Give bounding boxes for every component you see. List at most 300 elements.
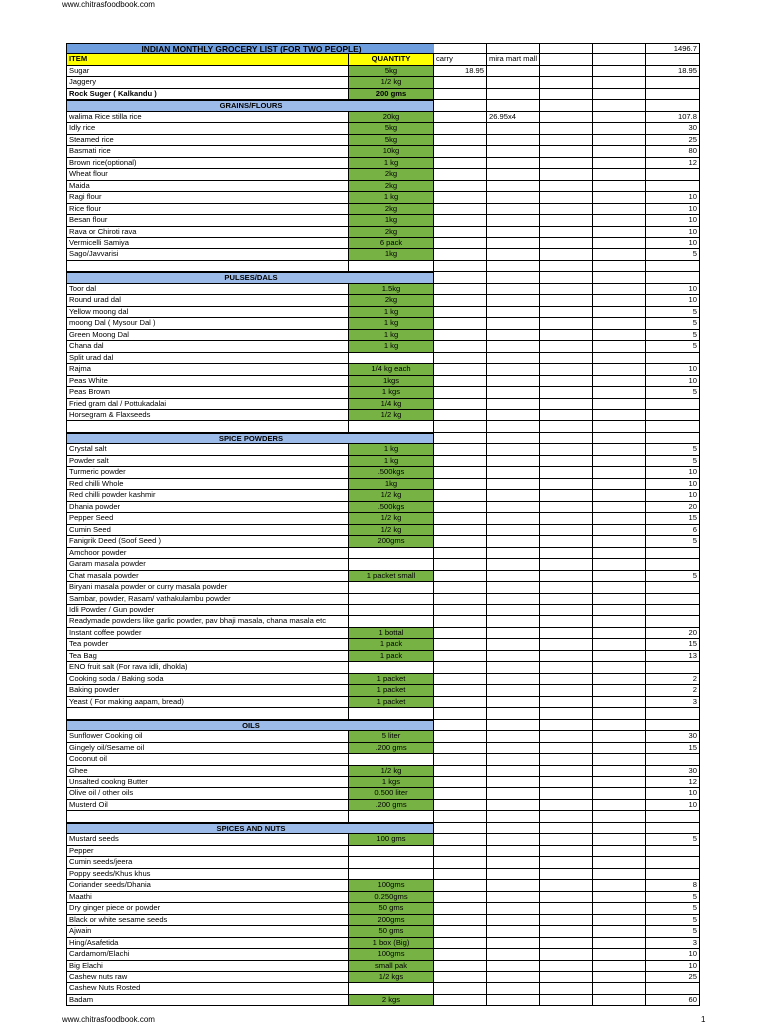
total-cell: 15 [646, 743, 700, 753]
table-row [66, 754, 700, 765]
table-title: INDIAN MONTHLY GROCERY LIST (FOR TWO PEOPLE) [66, 43, 434, 53]
quantity-cell: 1kg [348, 479, 434, 489]
total-cell [646, 582, 700, 592]
total-cell: 5 [646, 456, 700, 466]
mira-mart-price-cell [487, 869, 540, 879]
mira-mart-price-cell [487, 536, 540, 546]
total-cell: 5 [646, 834, 700, 844]
total-cell [646, 811, 700, 821]
table-row [66, 559, 700, 570]
item-cell: Peas Brown [66, 387, 348, 397]
quantity-cell: 5kg [348, 123, 434, 133]
carry-price-cell [434, 594, 487, 604]
total-cell [646, 983, 700, 993]
carry-price-cell [434, 628, 487, 638]
quantity-cell: 1 packet [348, 685, 434, 695]
table-row [66, 204, 700, 215]
section-title: SPICES AND NUTS [66, 823, 434, 833]
total-cell: 107.8 [646, 112, 700, 122]
mira-mart-price-cell [487, 135, 540, 145]
item-column-header: ITEM [66, 54, 348, 64]
mira-mart-price-cell [487, 915, 540, 925]
mira-mart-price-cell [487, 387, 540, 397]
item-cell: Besan flour [66, 215, 348, 225]
item-cell: Tea powder [66, 639, 348, 649]
mira-mart-price-cell [487, 89, 540, 99]
total-cell: 10 [646, 364, 700, 374]
carry-price-cell [434, 708, 487, 718]
table-row [66, 146, 700, 157]
mira-mart-price-cell [487, 502, 540, 512]
table-row [66, 307, 700, 318]
carry-price-cell [434, 846, 487, 856]
mira-mart-price-cell [487, 880, 540, 890]
mira-mart-price-cell [487, 628, 540, 638]
carry-price-cell [434, 307, 487, 317]
mira-mart-price-cell [487, 903, 540, 913]
quantity-cell: 1 packet small [348, 571, 434, 581]
table-row [66, 181, 700, 192]
quantity-cell: .500kgs [348, 502, 434, 512]
carry-price-cell [434, 961, 487, 971]
total-cell [646, 869, 700, 879]
table-row [66, 295, 700, 306]
blank-row [66, 421, 700, 432]
total-cell: 80 [646, 146, 700, 156]
table-row [66, 685, 700, 696]
section-header-row [66, 272, 700, 283]
quantity-cell: 1/2 kgs [348, 972, 434, 982]
mira-mart-price-cell [487, 892, 540, 902]
carry-price-cell [434, 249, 487, 259]
total-cell [646, 594, 700, 604]
total-cell: 10 [646, 238, 700, 248]
table-row [66, 949, 700, 960]
carry-price-cell [434, 479, 487, 489]
section-header-row [66, 720, 700, 731]
table-row [66, 227, 700, 238]
carry-price-cell [434, 972, 487, 982]
mira-mart-price-cell [487, 605, 540, 615]
total-cell [646, 708, 700, 718]
total-cell: 10 [646, 376, 700, 386]
carry-price-cell [434, 548, 487, 558]
carry-price-cell [434, 938, 487, 948]
table-row [66, 135, 700, 146]
quantity-cell: 1/2 kg [348, 525, 434, 535]
item-cell: Green Moong Dal [66, 330, 348, 340]
quantity-cell: 1 kg [348, 456, 434, 466]
carry-price-cell [434, 502, 487, 512]
quantity-cell [348, 616, 434, 626]
table-row [66, 594, 700, 605]
mira-mart-price-cell [487, 158, 540, 168]
quantity-cell: 1/2 kg [348, 410, 434, 420]
carry-price-cell [434, 788, 487, 798]
mira-mart-price-cell [487, 571, 540, 581]
item-cell: Black or white sesame seeds [66, 915, 348, 925]
carry-price-cell [434, 915, 487, 925]
table-row [66, 77, 700, 88]
carry-price-cell [434, 903, 487, 913]
carry-price-cell [434, 204, 487, 214]
item-cell: Baking powder [66, 685, 348, 695]
carry-price-cell [434, 192, 487, 202]
table-row [66, 800, 700, 811]
carry-price-cell [434, 410, 487, 420]
total-cell [646, 353, 700, 363]
item-cell: Gingely oil/Sesame oil [66, 743, 348, 753]
carry-price-cell [434, 582, 487, 592]
carry-price-cell [434, 777, 487, 787]
mira-mart-price-cell [487, 456, 540, 466]
mira-mart-price-cell [487, 811, 540, 821]
table-row [66, 834, 700, 845]
mira-mart-price-cell [487, 66, 540, 76]
table-row [66, 995, 700, 1006]
table-row [66, 605, 700, 616]
quantity-cell [348, 548, 434, 558]
total-cell: 12 [646, 777, 700, 787]
mira-mart-price-cell [487, 467, 540, 477]
table-row [66, 513, 700, 524]
carry-price-cell [434, 227, 487, 237]
carry-price-cell [434, 662, 487, 672]
total-cell: 5 [646, 915, 700, 925]
quantity-cell: .200 gms [348, 800, 434, 810]
quantity-cell: 100gms [348, 880, 434, 890]
quantity-cell: 1 packet [348, 674, 434, 684]
carry-price-cell [434, 811, 487, 821]
carry-price-cell [434, 983, 487, 993]
carry-price-cell [434, 112, 487, 122]
quantity-cell [348, 582, 434, 592]
mira-mart-price-cell [487, 249, 540, 259]
carry-price-cell [434, 697, 487, 707]
mira-mart-price-cell [487, 353, 540, 363]
mira-mart-price-cell [487, 295, 540, 305]
total-cell [646, 754, 700, 764]
total-cell: 15 [646, 639, 700, 649]
table-row [66, 341, 700, 352]
table-row [66, 983, 700, 994]
quantity-cell: 50 gms [348, 926, 434, 936]
mira-mart-price-cell [487, 284, 540, 294]
item-cell: Fanigrik Deed (Soof Seed ) [66, 536, 348, 546]
total-cell: 5 [646, 903, 700, 913]
item-cell: Coriander seeds/Dhania [66, 880, 348, 890]
item-cell [66, 708, 348, 718]
quantity-cell: 50 gms [348, 903, 434, 913]
mira-mart-price-cell [487, 651, 540, 661]
item-cell: Crystal salt [66, 444, 348, 454]
total-cell: 5 [646, 892, 700, 902]
carry-price-cell [434, 754, 487, 764]
quantity-cell: 200gms [348, 915, 434, 925]
quantity-cell [348, 754, 434, 764]
mira-mart-price-cell [487, 318, 540, 328]
carry-price-cell [434, 238, 487, 248]
mira-mart-price-cell [487, 674, 540, 684]
mira-mart-price-cell [487, 743, 540, 753]
mira-mart-price-cell [487, 961, 540, 971]
mira-mart-price-cell [487, 559, 540, 569]
total-cell: 20 [646, 502, 700, 512]
table-row [66, 662, 700, 673]
table-row [66, 972, 700, 983]
carry-price-cell [434, 513, 487, 523]
total-cell [646, 846, 700, 856]
table-row [66, 857, 700, 868]
carry-price-cell [434, 353, 487, 363]
item-cell: Cashew nuts raw [66, 972, 348, 982]
quantity-cell: 10kg [348, 146, 434, 156]
total-cell: 10 [646, 295, 700, 305]
mira-mart-price-cell [487, 525, 540, 535]
table-row [66, 353, 700, 364]
total-cell: 10 [646, 227, 700, 237]
quantity-cell: 1 kg [348, 330, 434, 340]
table-row [66, 926, 700, 937]
total-cell: 10 [646, 961, 700, 971]
mira-mart-price-cell [487, 857, 540, 867]
mira-mart-price-cell [487, 777, 540, 787]
quantity-cell: 1kg [348, 215, 434, 225]
mira-mart-price-cell [487, 662, 540, 672]
total-cell [646, 662, 700, 672]
item-cell: Instant coffee powder [66, 628, 348, 638]
item-cell: Yellow moong dal [66, 307, 348, 317]
mira-mart-price-cell [487, 307, 540, 317]
quantity-cell: 1kg [348, 249, 434, 259]
total-cell: 5 [646, 249, 700, 259]
mira-mart-price-cell [487, 846, 540, 856]
total-cell: 10 [646, 949, 700, 959]
blank-row [66, 261, 700, 272]
carry-price-cell [434, 731, 487, 741]
total-cell [646, 77, 700, 87]
table-row [66, 330, 700, 341]
table-row [66, 112, 700, 123]
carry-price-cell [434, 215, 487, 225]
mira-mart-price-cell [487, 800, 540, 810]
item-cell: Garam masala powder [66, 559, 348, 569]
item-cell: Coconut oil [66, 754, 348, 764]
carry-price-cell [434, 834, 487, 844]
carry-price-cell [434, 181, 487, 191]
mira-mart-price-cell [487, 766, 540, 776]
table-row [66, 788, 700, 799]
table-row [66, 869, 700, 880]
item-cell: Sago/Javvarisi [66, 249, 348, 259]
item-cell: Poppy seeds/Khus khus [66, 869, 348, 879]
quantity-cell [348, 605, 434, 615]
quantity-cell: 2kg [348, 181, 434, 191]
table-row [66, 639, 700, 650]
item-cell: Rajma [66, 364, 348, 374]
item-cell: Mustard seeds [66, 834, 348, 844]
table-row [66, 249, 700, 260]
table-row [66, 502, 700, 513]
item-cell: Maathi [66, 892, 348, 902]
mira-mart-price-cell [487, 341, 540, 351]
quantity-cell: 1 kg [348, 341, 434, 351]
quantity-cell: .500kgs [348, 467, 434, 477]
quantity-cell: 1/2 kg [348, 77, 434, 87]
carry-price-cell [434, 364, 487, 374]
mira-mart-price-cell [487, 77, 540, 87]
item-cell: Idly rice [66, 123, 348, 133]
carry-price-cell [434, 284, 487, 294]
total-cell: 30 [646, 766, 700, 776]
item-cell: Cardamom/Elachi [66, 949, 348, 959]
carry-price-cell [434, 766, 487, 776]
item-cell: Pepper [66, 846, 348, 856]
table-row [66, 123, 700, 134]
carry-price-cell [434, 77, 487, 87]
carry-price-cell [434, 685, 487, 695]
mira-mart-price-cell [487, 582, 540, 592]
quantity-cell [348, 857, 434, 867]
quantity-cell: 2kg [348, 227, 434, 237]
quantity-cell [348, 662, 434, 672]
section-title: PULSES/DALS [66, 272, 434, 282]
mira-mart-price-cell [487, 754, 540, 764]
total-cell [646, 169, 700, 179]
mira-mart-price-cell [487, 204, 540, 214]
quantity-cell: 1 kg [348, 318, 434, 328]
quantity-cell: 6 pack [348, 238, 434, 248]
table-row [66, 490, 700, 501]
carry-price-cell [434, 616, 487, 626]
item-cell: Ghee [66, 766, 348, 776]
table-row [66, 238, 700, 249]
total-cell: 18.95 [646, 66, 700, 76]
quantity-cell: 1 pack [348, 639, 434, 649]
table-row [66, 318, 700, 329]
item-cell: Amchoor powder [66, 548, 348, 558]
section-header-row [66, 433, 700, 444]
site-url-header: www.chitrasfoodbook.com [62, 0, 155, 9]
total-cell [646, 605, 700, 615]
item-cell: Badam [66, 995, 348, 1005]
item-cell: Powder salt [66, 456, 348, 466]
carry-price-cell [434, 421, 487, 431]
quantity-cell: 5 liter [348, 731, 434, 741]
title-row [66, 43, 700, 54]
carry-price-cell [434, 467, 487, 477]
section-header-row [66, 100, 700, 111]
total-cell [646, 410, 700, 420]
total-cell: 3 [646, 938, 700, 948]
carry-price-cell [434, 444, 487, 454]
quantity-cell: 1.5kg [348, 284, 434, 294]
total-cell [646, 616, 700, 626]
quantity-cell [348, 594, 434, 604]
total-cell: 5 [646, 387, 700, 397]
total-cell: 10 [646, 467, 700, 477]
item-cell [66, 421, 348, 431]
total-cell: 10 [646, 284, 700, 294]
mira-mart-price-cell [487, 938, 540, 948]
quantity-cell: 1 kgs [348, 777, 434, 787]
blank-row [66, 811, 700, 822]
total-cell: 5 [646, 571, 700, 581]
quantity-cell: 1 box (Big) [348, 938, 434, 948]
carry-price-cell [434, 926, 487, 936]
mira-mart-price-cell [487, 513, 540, 523]
mira-mart-price-cell [487, 616, 540, 626]
mira-mart-price-cell [487, 697, 540, 707]
table-row [66, 880, 700, 891]
quantity-cell: 1 bottal [348, 628, 434, 638]
mira-mart-price-cell [487, 261, 540, 271]
table-row [66, 628, 700, 639]
item-cell: Dry ginger piece or powder [66, 903, 348, 913]
item-cell: Cashew Nuts Rosted [66, 983, 348, 993]
item-cell: Unsalted cookng Butter [66, 777, 348, 787]
item-cell: Turmeric powder [66, 467, 348, 477]
mira-mart-price-cell [487, 731, 540, 741]
item-cell: Chat masala powder [66, 571, 348, 581]
carry-price-cell [434, 341, 487, 351]
table-row [66, 731, 700, 742]
table-row [66, 536, 700, 547]
table-row [66, 387, 700, 398]
quantity-cell: 1 kg [348, 192, 434, 202]
quantity-cell [348, 846, 434, 856]
carry-price-cell [434, 559, 487, 569]
item-cell: Round urad dal [66, 295, 348, 305]
mira-mart-price-cell [487, 548, 540, 558]
carry-price-cell [434, 995, 487, 1005]
table-row [66, 158, 700, 169]
table-row [66, 444, 700, 455]
quantity-cell [348, 811, 434, 821]
quantity-cell: 1/4 kg each [348, 364, 434, 374]
item-cell: Ragi flour [66, 192, 348, 202]
item-cell [66, 261, 348, 271]
quantity-cell: 100 gms [348, 834, 434, 844]
item-cell: Sambar, powder, Rasam/ vathakulambu powder [66, 594, 348, 604]
item-cell: Red chilli Whole [66, 479, 348, 489]
section-title: GRAINS/FLOURS [66, 100, 434, 110]
mira-mart-price-cell [487, 215, 540, 225]
table-row [66, 364, 700, 375]
table-row [66, 903, 700, 914]
table-row [66, 456, 700, 467]
table-row [66, 192, 700, 203]
carry-price-cell [434, 639, 487, 649]
item-cell: Fried gram dal / Pottukadalai [66, 399, 348, 409]
carry-price-cell [434, 490, 487, 500]
total-cell: 5 [646, 341, 700, 351]
carry-price-cell [434, 571, 487, 581]
quantity-cell: 1 kg [348, 444, 434, 454]
item-cell: Cooking soda / Baking soda [66, 674, 348, 684]
item-cell: Hing/Asafetida [66, 938, 348, 948]
item-cell: Big Elachi [66, 961, 348, 971]
total-cell: 13 [646, 651, 700, 661]
table-row [66, 376, 700, 387]
carry-price-cell [434, 330, 487, 340]
table-row [66, 743, 700, 754]
carry-price-cell [434, 146, 487, 156]
item-cell: Sugar [66, 66, 348, 76]
mira-mart-price-cell [487, 169, 540, 179]
item-cell: Rava or Chiroti rava [66, 227, 348, 237]
mira-mart-price-cell [487, 330, 540, 340]
